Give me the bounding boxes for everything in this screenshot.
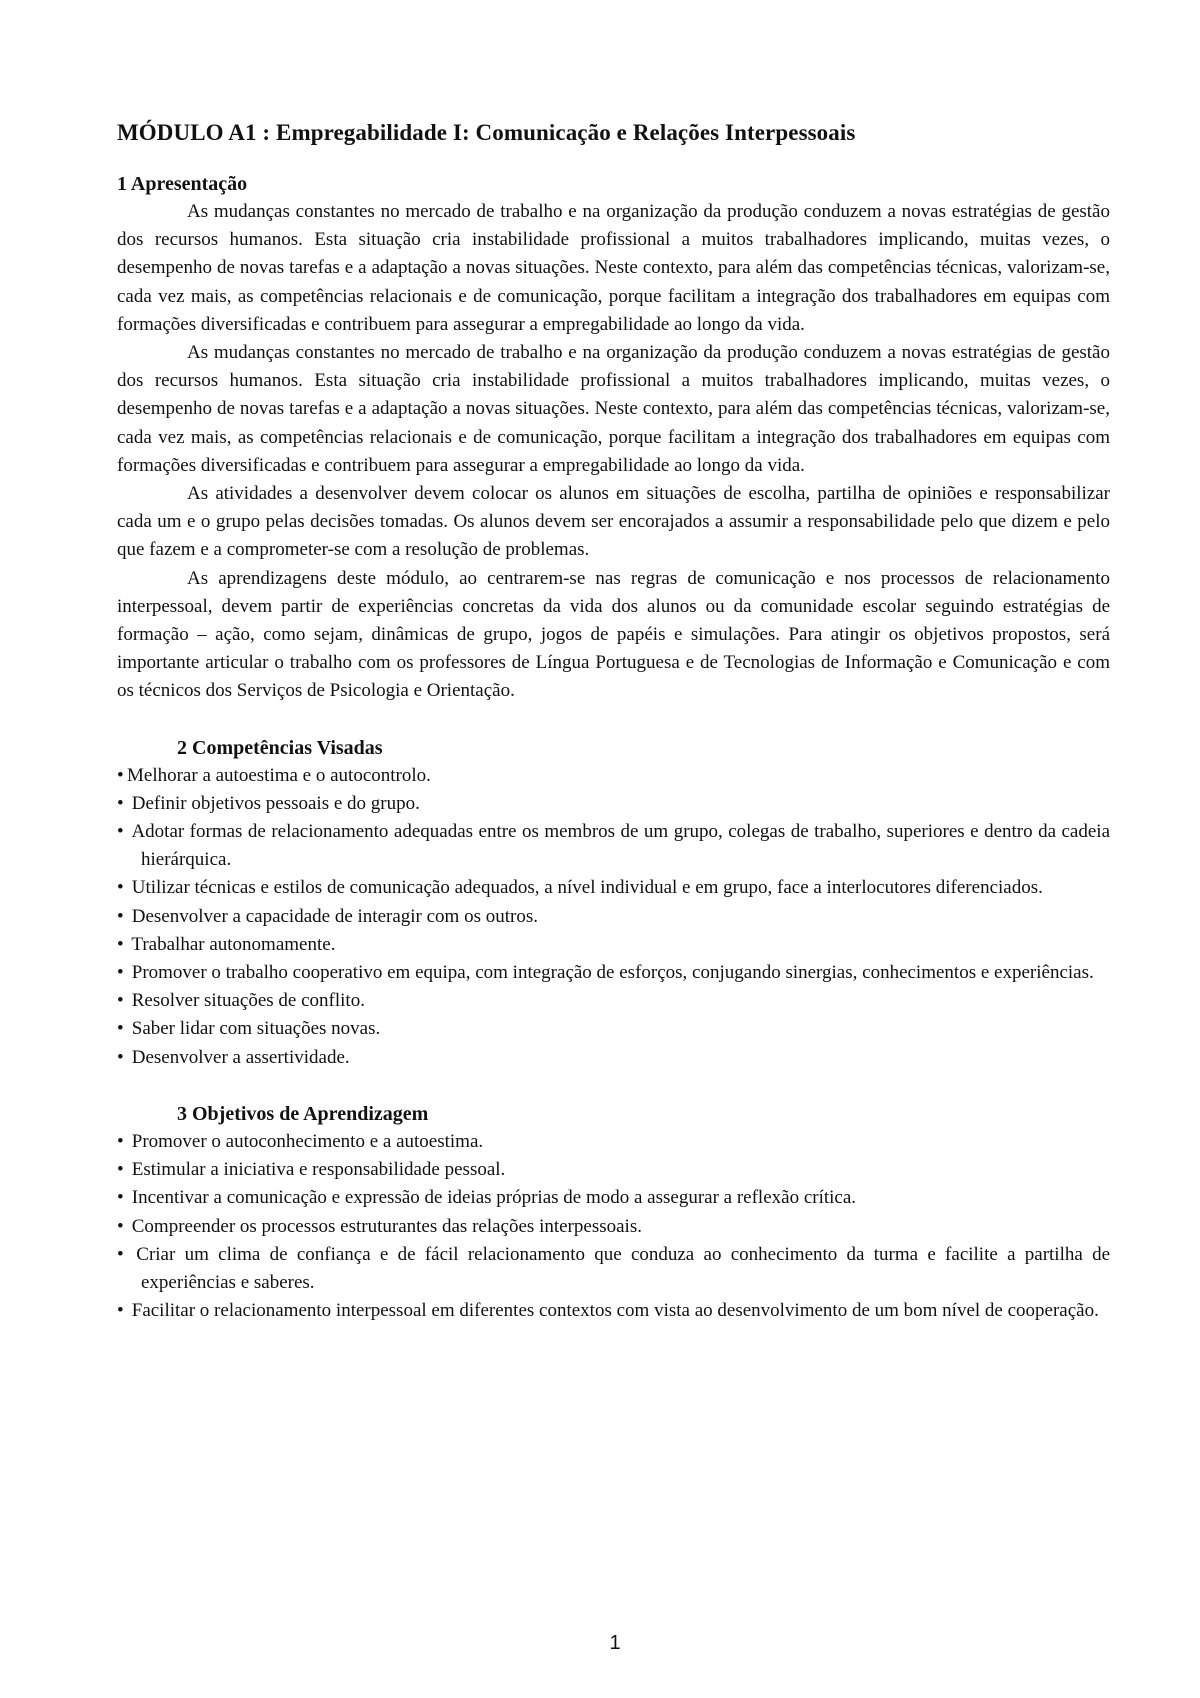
bullet-marker: • (117, 990, 124, 1012)
section-spacer (117, 706, 1110, 734)
list-item (117, 874, 1110, 902)
list-item (117, 1213, 1110, 1241)
list-item-text: Desenvolver a capacidade de interagir com os outros. (131, 905, 538, 927)
bullet-marker: • (117, 764, 124, 786)
list-item-text: Criar um clima de confiança e de fácil relacionamento que conduza ao conhecimento da turma e facilite a partilha de experiências e saberes. (136, 1243, 1111, 1293)
bullet-marker: • (117, 1130, 124, 1152)
list-item-text: Estimular a iniciativa e responsabilidade pessoal. (131, 1159, 506, 1181)
list-item (117, 1044, 1110, 1072)
bullet-marker: • (117, 1187, 124, 1209)
list-item (117, 818, 1110, 874)
list-item-text: Definir objetivos pessoais e do grupo. (131, 792, 420, 814)
list-item (117, 959, 1110, 987)
list-item (117, 1297, 1110, 1325)
list-item (117, 987, 1110, 1015)
list-item-text: Saber lidar com situações novas. (131, 1018, 381, 1040)
list-item-text: Utilizar técnicas e estilos de comunicação adequados, a nível individual e em grupo, face a interlocutores diferenciados. (131, 877, 1043, 899)
bullet-marker: • (117, 962, 124, 984)
list-item-text: Trabalhar autonomamente. (131, 933, 336, 955)
list-item (117, 762, 1110, 790)
module-title: MÓDULO A1 : Empregabilidade I: Comunicação e Relações Interpessoais (117, 120, 856, 145)
list-item-text: Promover o autoconhecimento e a autoestima. (131, 1130, 484, 1152)
list-item (117, 903, 1110, 931)
bullet-marker: • (117, 933, 124, 955)
bullet-marker: • (117, 1046, 124, 1068)
list-item-text: Facilitar o relacionamento interpessoal em diferentes contextos com vista ao desenvolvimento de um bom nível de cooperação. (131, 1300, 1099, 1322)
list-item-text: Incentivar a comunicação e expressão de ideias próprias de modo a assegurar a reflexão crítica. (131, 1187, 857, 1209)
section-1-paragraph: As aprendizagens deste módulo, ao centrarem-se nas regras de comunicação e nos processos de relacionamento interpessoal, devem partir de experiências concretas da vida dos alunos ou da comunidade escolar seguindo estratégias de formação – ação, como sejam, dinâmicas de grupo, jogos de papéis e simulações. Para atingir os objetivos propostos, será importante articular o trabalho com os professores de Língua Portuguesa e de Tecnologias de Informação e Comunicação e com os técnicos dos Serviços de Psicologia e Orientação. (117, 567, 1110, 702)
list-item (117, 1128, 1110, 1156)
bullet-marker: • (117, 1159, 124, 1181)
list-item-text: Melhorar a autoestima e o autocontrolo. (127, 764, 431, 786)
bullet-marker: • (117, 1300, 124, 1322)
list-item-text: Adotar formas de relacionamento adequadas entre os membros de um grupo, colegas de trabalho, superiores e dentro da cadeia hierárquica. (131, 821, 1111, 871)
bullet-marker: • (117, 1243, 124, 1265)
section-1-paragraph: As atividades a desenvolver devem colocar os alunos em situações de escolha, partilha de opiniões e responsabilizar cada um e o grupo pelas decisões tomadas. Os alunos devem ser encorajados a assumir a responsabilidade pelo que dizem e pelo que fazem e a comprometer-se com a resolução de problemas. (117, 483, 1110, 561)
objectives-list (117, 1128, 1110, 1325)
bullet-marker: • (117, 905, 124, 927)
list-item (117, 790, 1110, 818)
list-item-text: Desenvolver a assertividade. (131, 1046, 350, 1068)
bullet-marker: • (117, 1018, 124, 1040)
list-item (117, 1015, 1110, 1043)
list-item (117, 1156, 1110, 1184)
list-item (117, 1241, 1110, 1297)
section-spacer (117, 1072, 1110, 1100)
list-item-text: Resolver situações de conflito. (131, 990, 365, 1012)
section-1-paragraph: As mudanças constantes no mercado de trabalho e na organização da produção conduzem a novas estratégias de gestão dos recursos humanos. Esta situação cria instabilidade profissional a muitos trabalhadores implicando, muitas vezes, o desempenho de novas tarefas e a adaptação a novas situações. Neste contexto, para além das competências técnicas, valorizam-se, cada vez mais, as competências relacionais e de comunicação, porque facilitam a integração dos trabalhadores em equipas com formações diversificadas e contribuem para assegurar a empregabilidade ao longo da vida. (117, 201, 1110, 335)
list-item-text: Compreender os processos estruturantes das relações interpessoais. (131, 1215, 642, 1237)
bullet-marker: • (117, 877, 124, 899)
bullet-marker: • (117, 1215, 124, 1237)
section-2-heading: 2 Competências Visadas (177, 736, 383, 759)
bullet-marker: • (117, 821, 124, 843)
section-1-heading: 1 Apresentação (117, 173, 248, 195)
section-3-heading: 3 Objetivos de Aprendizagem (177, 1102, 429, 1125)
list-item-text: Promover o trabalho cooperativo em equipa, com integração de esforços, conjugando sinergias, conhecimentos e experiências. (131, 962, 1094, 984)
list-item (117, 1184, 1110, 1212)
competencies-list (117, 762, 1110, 1072)
page-number: 1 (609, 1632, 621, 1654)
list-item (117, 931, 1110, 959)
section-1-paragraph: As mudanças constantes no mercado de trabalho e na organização da produção conduzem a novas estratégias de gestão dos recursos humanos. Esta situação cria instabilidade profissional a muitos trabalhadores implicando, muitas vezes, o desempenho de novas tarefas e a adaptação a novas situações. Neste contexto, para além das competências técnicas, valorizam-se, cada vez mais, as competências relacionais e de comunicação, porque facilitam a integração dos trabalhadores em equipas com formações diversificadas e contribuem para assegurar a empregabilidade ao longo da vida. (117, 342, 1110, 476)
bullet-marker: • (117, 792, 124, 814)
document-body (117, 118, 1110, 1325)
